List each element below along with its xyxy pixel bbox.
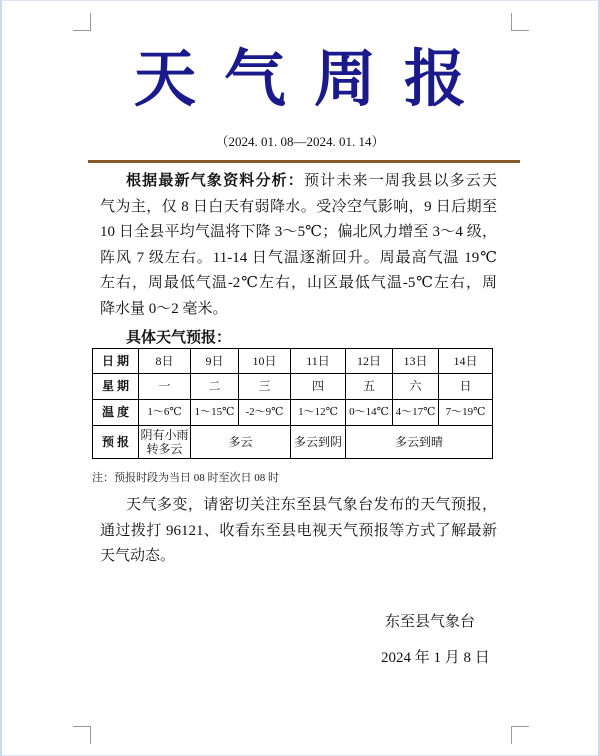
date-cell: 13日	[393, 349, 439, 374]
issue-date: 2024 年 1 月 8 日	[381, 650, 490, 666]
analysis-paragraph	[100, 169, 497, 323]
analysis-lead: 根据最新气象资料分析：	[126, 173, 304, 189]
paragraph-line: 天气动态。	[100, 548, 176, 565]
forecast-cell: 多云到晴	[346, 426, 493, 459]
temperature-cell: 1～12℃	[291, 400, 346, 426]
forecast-row	[93, 426, 493, 459]
weekday-row-label: 星 期	[93, 374, 139, 400]
paragraph-line: 天气多变，请密切关注东至县气象台发布的天气预报，	[126, 497, 497, 513]
date-cell: 9日	[191, 349, 239, 374]
weekday-cell: 六	[393, 374, 439, 400]
paragraph-line: 通过拨打 96121、收看东至县电视天气预报等方式了解最新	[100, 522, 497, 539]
date-cell: 12日	[346, 349, 393, 374]
closing-paragraph	[100, 493, 497, 570]
corner-mark-top-left	[73, 13, 91, 31]
paragraph-line: 阵风 7 级左右。11-14 日气温逐渐回升。周最高气温 19℃	[100, 249, 497, 266]
table-note: 注：预报时段为当日 08 时至次日 08 时	[92, 472, 279, 484]
forecast-cell: 阴有小雨 转多云	[139, 426, 191, 459]
corner-mark-bottom-right	[511, 726, 529, 744]
weekday-cell: 五	[346, 374, 393, 400]
weekday-cell: 四	[291, 374, 346, 400]
temperature-cell: 4～17℃	[393, 400, 439, 426]
temperature-cell: 0～14℃	[346, 400, 393, 426]
weekday-cell: 日	[439, 374, 493, 400]
temperature-cell: -2～9℃	[239, 400, 291, 426]
weekday-cell: 一	[139, 374, 191, 400]
corner-mark-bottom-left	[73, 726, 91, 744]
temperature-row-label: 温 度	[93, 400, 139, 426]
paragraph-line: 降水量 0～2 毫米。	[100, 300, 228, 317]
forecast-heading: 具体天气预报：	[126, 330, 232, 346]
paragraph-line: 左右，周最低气温-2℃左右，山区最低气温-5℃左右，周	[100, 275, 497, 292]
date-cell: 8日	[139, 349, 191, 374]
date-cell: 14日	[439, 349, 493, 374]
paragraph-line	[100, 169, 497, 195]
weekday-row	[93, 374, 493, 400]
forecast-cell: 多云	[191, 426, 291, 459]
temperature-cell: 1～6℃	[139, 400, 191, 426]
issuer-signature: 东至县气象台	[385, 614, 476, 630]
forecast-cell: 多云到阴	[291, 426, 346, 459]
date-row	[93, 349, 493, 374]
analysis-text: 预计未来一周我县以多云天	[304, 173, 497, 189]
date-cell: 11日	[291, 349, 346, 374]
weekday-cell: 二	[191, 374, 239, 400]
paragraph-line: 10 日全县平均气温将下降 3～5℃；偏北风力增至 3～4 级，	[100, 224, 497, 241]
temperature-row	[93, 400, 493, 426]
title-divider	[88, 160, 520, 163]
paragraph-line: 气为主，仅 8 日白天有弱降水。受冷空气影响，9 日后期至	[100, 198, 497, 215]
date-range: （2024. 01. 08—2024. 01. 14）	[215, 134, 385, 149]
temperature-cell: 7～19℃	[439, 400, 493, 426]
weekday-cell: 三	[239, 374, 291, 400]
page-title: 天气周报	[133, 42, 494, 115]
corner-mark-top-right	[511, 13, 529, 31]
forecast-table	[92, 348, 493, 459]
date-row-label: 日 期	[93, 349, 139, 374]
date-cell: 10日	[239, 349, 291, 374]
forecast-row-label: 预 报	[93, 426, 139, 459]
temperature-cell: 1～15℃	[191, 400, 239, 426]
